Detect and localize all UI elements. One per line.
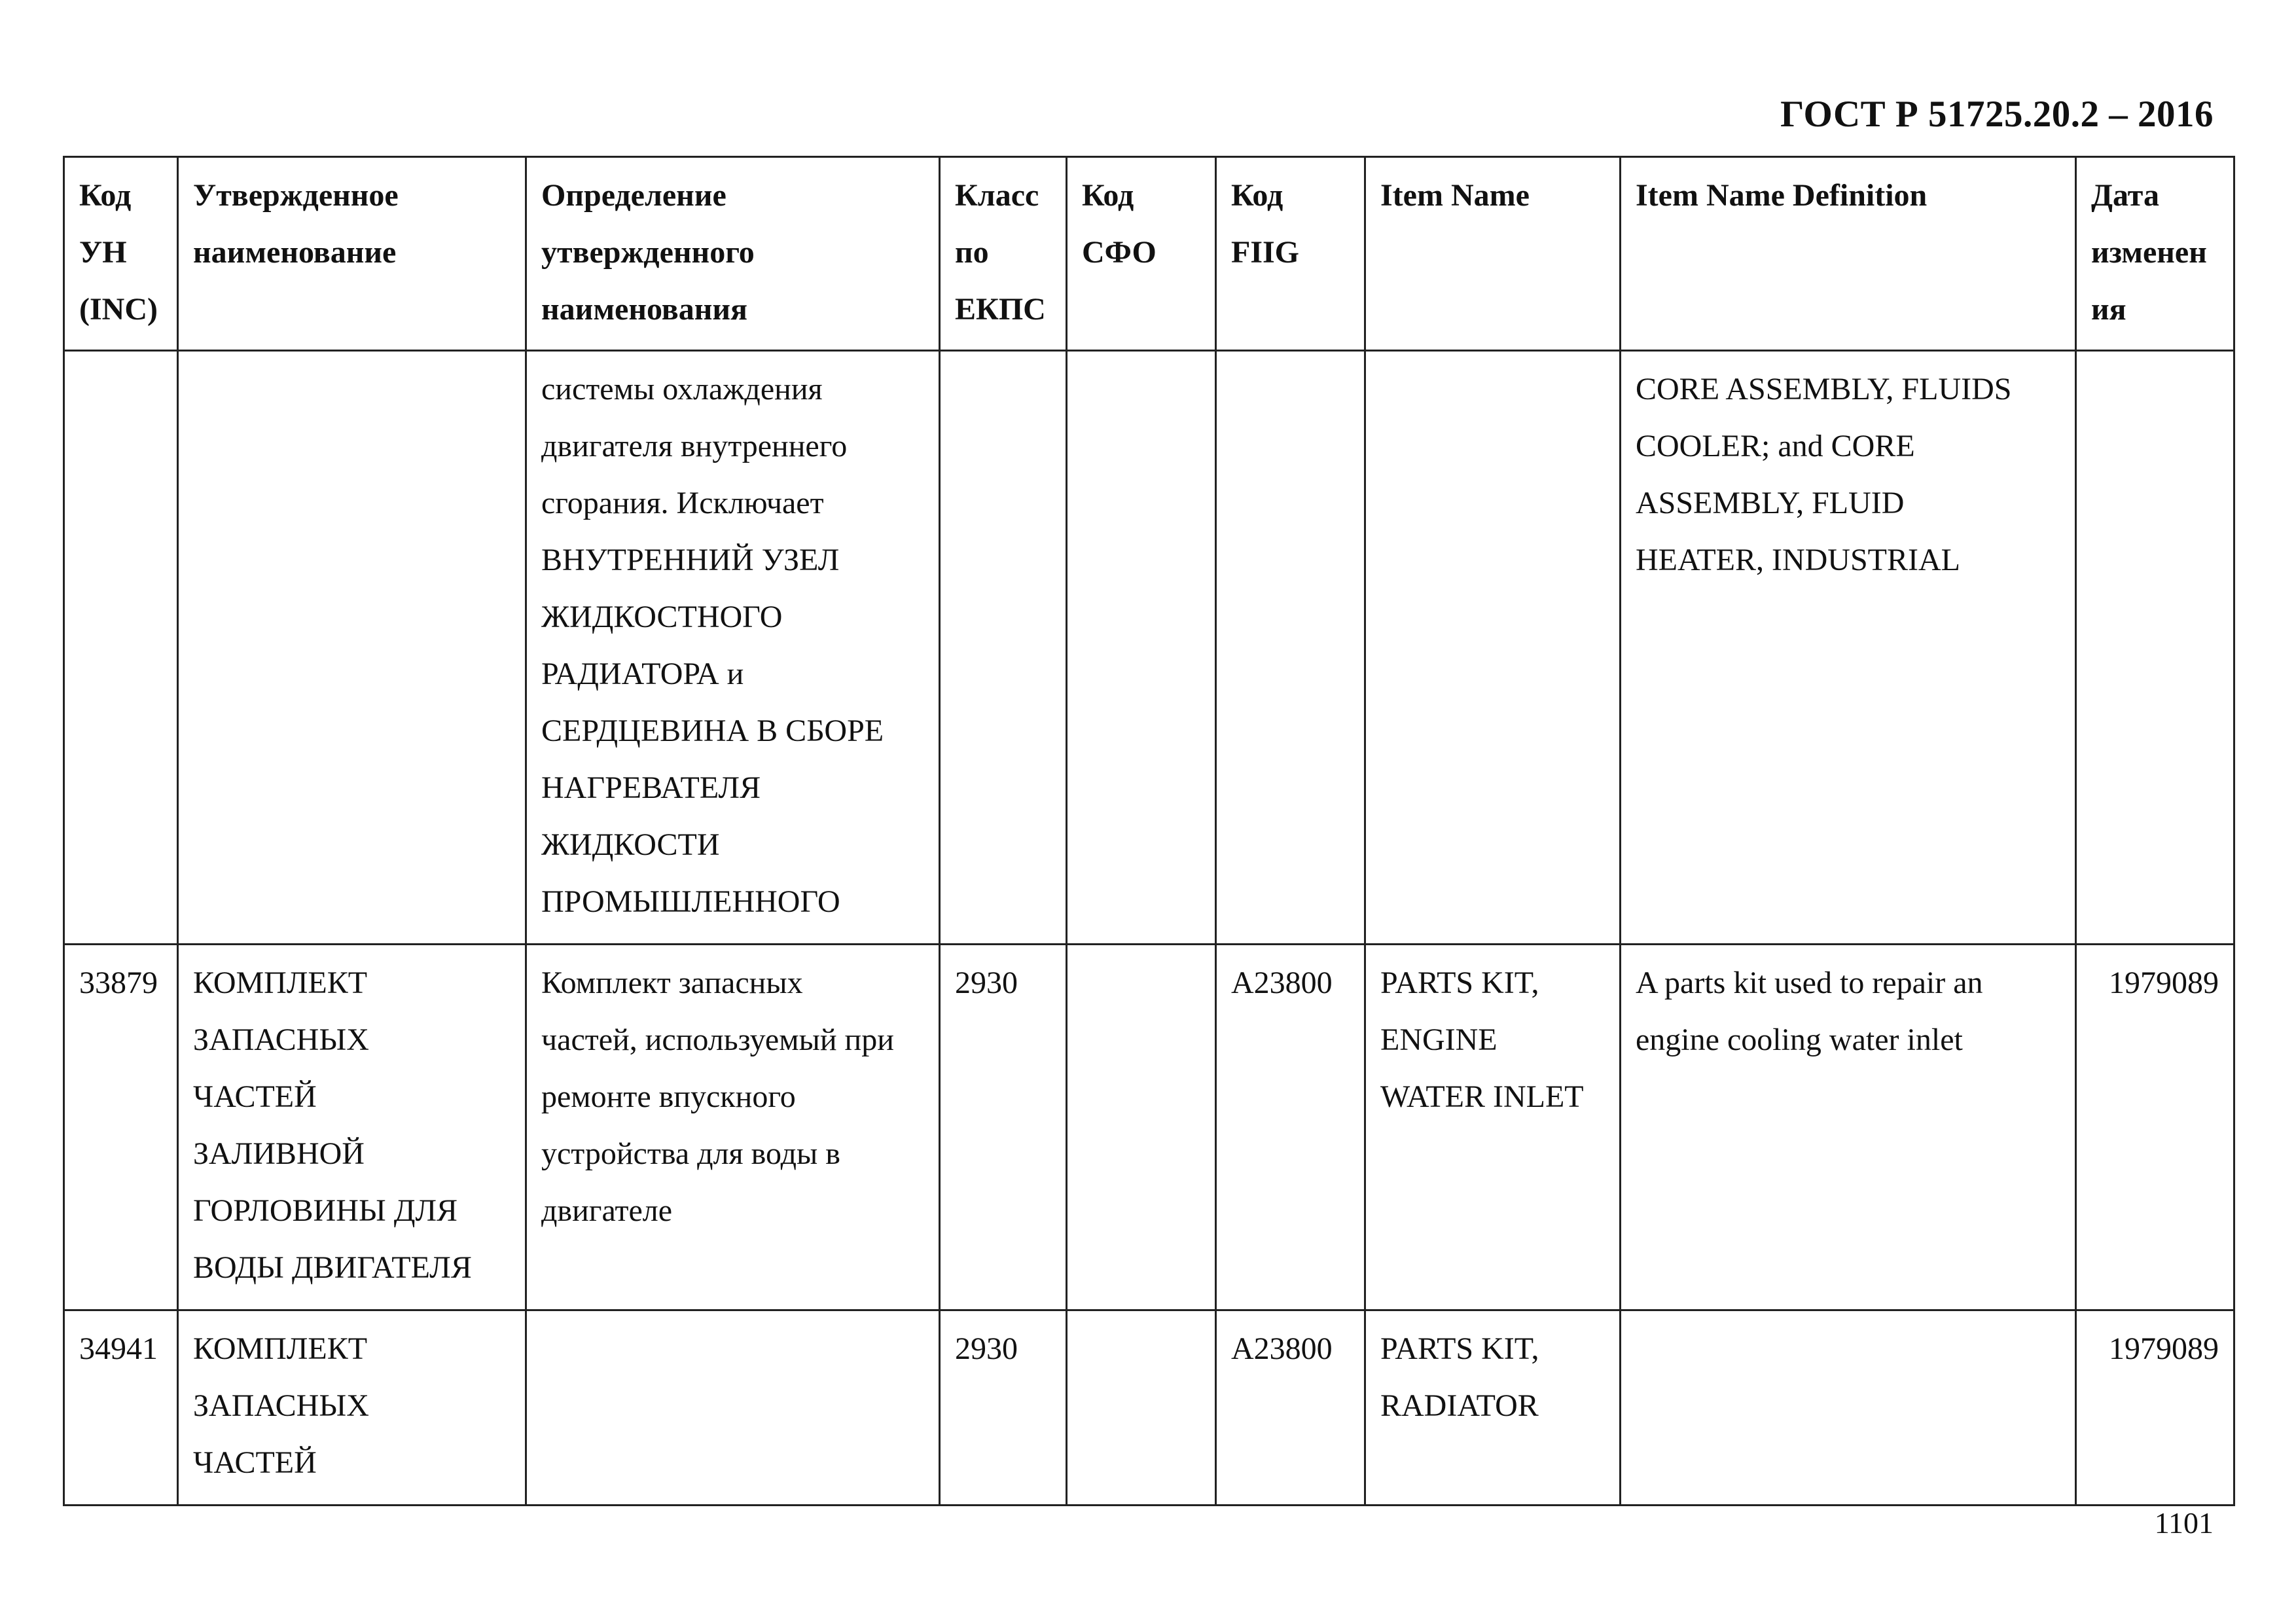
cell-definition — [526, 1310, 940, 1506]
cell-approved-name: КОМПЛЕКТ ЗАПАСНЫХ ЧАСТЕЙ — [178, 1310, 526, 1506]
cell-definition: системы охлаждения двигателя внутреннего сгорания. Исключает ВНУТРЕННИЙ УЗЕЛ ЖИДКОСТНОГО РАДИАТОРА и СЕРДЦЕВИНА В СБОРЕ НАГРЕВАТЕЛЯ ЖИДКОСТИ ПРОМЫШЛЕННОГО — [526, 351, 940, 945]
header-fiig: Код FIIG — [1216, 157, 1365, 351]
page-number: 1101 — [2154, 1506, 2214, 1540]
cell-change-date — [2076, 351, 2234, 945]
cell-class: 2930 — [940, 1310, 1067, 1506]
cell-item-name: PARTS KIT, RADIATOR — [1365, 1310, 1621, 1506]
cell-change-date: 1979089 — [2076, 1310, 2234, 1506]
document-title: ГОСТ Р 51725.20.2 – 2016 — [1780, 94, 2214, 135]
table-row — [64, 351, 2234, 945]
cell-class: 2930 — [940, 945, 1067, 1310]
header-inc: Код УН (INC) — [64, 157, 178, 351]
cell-fiig: A23800 — [1216, 945, 1365, 1310]
cell-inc: 34941 — [64, 1310, 178, 1506]
cell-item-name — [1365, 351, 1621, 945]
header-change-date: Дата изменен ия — [2076, 157, 2234, 351]
cell-fiig: A23800 — [1216, 1310, 1365, 1506]
cell-item-name: PARTS KIT, ENGINE WATER INLET — [1365, 945, 1621, 1310]
table-header-row — [64, 157, 2234, 351]
header-sfo: Код СФО — [1067, 157, 1216, 351]
cell-approved-name: КОМПЛЕКТ ЗАПАСНЫХ ЧАСТЕЙ ЗАЛИВНОЙ ГОРЛОВИНЫ ДЛЯ ВОДЫ ДВИГАТЕЛЯ — [178, 945, 526, 1310]
table-row — [64, 1310, 2234, 1506]
table-row — [64, 945, 2234, 1310]
cell-class — [940, 351, 1067, 945]
cell-approved-name — [178, 351, 526, 945]
cell-inc — [64, 351, 178, 945]
header-definition: Определение утвержденного наименования — [526, 157, 940, 351]
cell-change-date: 1979089 — [2076, 945, 2234, 1310]
header-class: Класс по ЕКПС — [940, 157, 1067, 351]
header-item-name-definition: Item Name Definition — [1621, 157, 2076, 351]
cell-sfo — [1067, 351, 1216, 945]
cell-sfo — [1067, 945, 1216, 1310]
cell-sfo — [1067, 1310, 1216, 1506]
cell-item-name-definition — [1621, 1310, 2076, 1506]
cell-fiig — [1216, 351, 1365, 945]
nomenclature-table — [63, 156, 2235, 1506]
header-item-name: Item Name — [1365, 157, 1621, 351]
cell-inc: 33879 — [64, 945, 178, 1310]
cell-definition: Комплект запасных частей, используемый при ремонте впускного устройства для воды в двигателе — [526, 945, 940, 1310]
cell-item-name-definition: CORE ASSEMBLY, FLUIDS COOLER; and CORE ASSEMBLY, FLUID HEATER, INDUSTRIAL — [1621, 351, 2076, 945]
header-approved-name: Утвержденное наименование — [178, 157, 526, 351]
cell-item-name-definition: A parts kit used to repair an engine cooling water inlet — [1621, 945, 2076, 1310]
